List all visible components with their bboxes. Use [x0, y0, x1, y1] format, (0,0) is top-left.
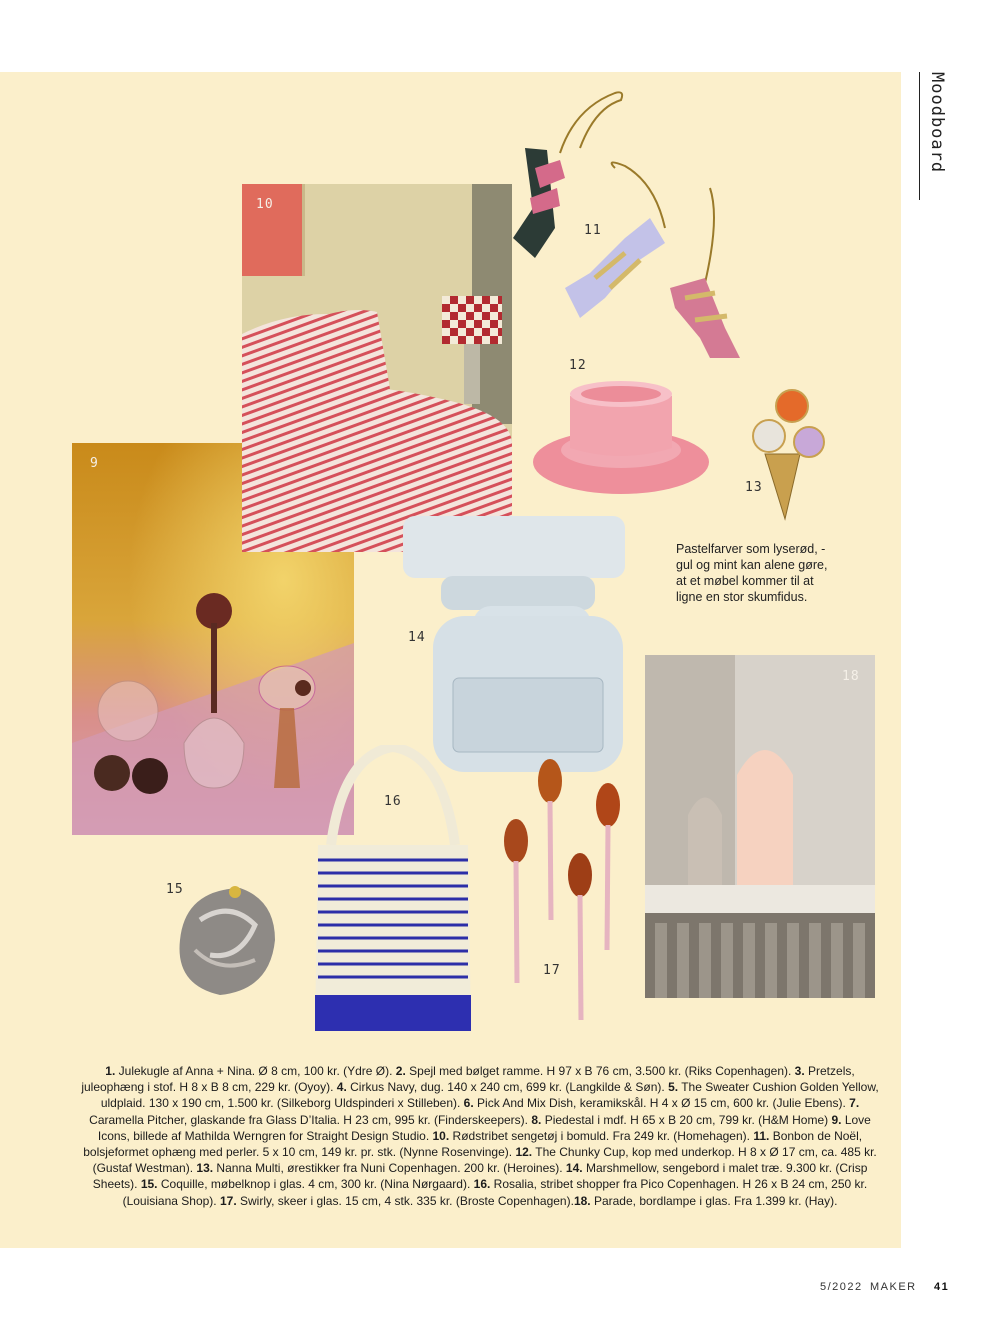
candy-ornaments: [505, 88, 755, 358]
section-label: Moodboard: [927, 72, 947, 174]
credit-text: Marshmellow, sengebord i malet træ. 9.300 kr. (Crisp Sheets).: [92, 1161, 868, 1192]
credit-number: 17.: [219, 1193, 237, 1208]
credit-number: 8.: [531, 1112, 542, 1127]
credit-text: The Chunky Cup, kop med underkop. H 8 x Ø 17 cm, ca. 485 kr. (Gustaf Westman).: [92, 1145, 877, 1176]
credit-text: Pick And Mix Dish, keramikskål. H 4 x Ø 15 cm, 600 kr. (Julie Ebens).: [473, 1096, 850, 1111]
credit-text: Bonbon de Noël, bolsjeformet ophæng med perler. 5 x 10 cm, 149 kr. pr. stk. (Nynne Rosenvinge).: [83, 1128, 863, 1160]
glass-knob: [170, 880, 282, 1000]
photo-striped-bedding: [242, 184, 512, 552]
credit-number: 3.: [794, 1064, 805, 1078]
marshmallow-bedside-table: [401, 512, 631, 774]
label-12: 12: [569, 358, 587, 373]
credit-text: Piedestal i mdf. H 65 x B 20 cm, 799 kr. (H&M Home): [541, 1112, 832, 1127]
credit-number: 13.: [196, 1161, 214, 1176]
credit-number: 2.: [395, 1064, 406, 1078]
credit-text: Rosalia, stribet shopper fra Pico Copenhagen. H 26 x B 24 cm, 250 kr. (Louisiana Shop).: [122, 1177, 868, 1208]
label-10: 10: [256, 197, 274, 212]
credit-text: Spejl med bølget ramme. H 97 x B 76 cm, 3.500 kr. (Riks Copenhagen).: [405, 1064, 795, 1078]
chunky-cup: [533, 376, 713, 496]
footer-magazine: MAKER: [870, 1281, 917, 1293]
label-13: 13: [745, 480, 763, 495]
credit-text: Cirkus Navy, dug. 140 x 240 cm, 699 kr. (Langkilde & Søn).: [346, 1080, 669, 1095]
credit-number: 12.: [515, 1145, 533, 1160]
glass-spoon: [596, 783, 620, 950]
credit-number: 14.: [565, 1161, 583, 1176]
candy-ornament-green: [513, 92, 622, 258]
ice-cream-earring: [745, 384, 835, 524]
photo-glass-lamp: [645, 655, 875, 998]
credit-number: 16.: [473, 1177, 491, 1192]
credit-text: The Sweater Cushion Golden Yellow, uldplaid. 130 x 190 cm, 1.500 kr. (Silkeborg Uldspinderi x Stilleben).: [100, 1080, 879, 1111]
credit-number: 4.: [336, 1080, 347, 1095]
glass-spoon: [504, 819, 528, 983]
credit-number: 10.: [432, 1128, 450, 1143]
page-number: 41: [934, 1281, 950, 1293]
credit-text: Pretzels, juleophæng i stof. H 8 x B 8 cm, 229 kr. (Oyoy).: [81, 1064, 855, 1095]
footer-issue: 5/2022: [820, 1281, 863, 1293]
glass-spoon: [568, 853, 592, 1020]
candy-ornament-lilac: [565, 162, 665, 318]
swirly-glass-spoons: [500, 755, 630, 1025]
credit-number: 9.: [831, 1112, 842, 1127]
label-17: 17: [543, 963, 561, 978]
credit-text: Caramella Pitcher, glaskande fra Glass D’Italia. H 23 cm, 995 kr. (Finderskeepers).: [89, 1112, 532, 1127]
credit-number: 18.: [573, 1193, 591, 1208]
pastel-caption: Pastelfarver som lyserød, -gul og mint kan alene gøre, at et møbel kommer til at ligne en stor skumfidus.: [676, 542, 828, 604]
credit-number: 15.: [140, 1177, 158, 1192]
label-18: 18: [842, 669, 860, 684]
striped-bedding-illustration: [242, 184, 512, 552]
credit-text: Swirly, skeer i glas. 15 cm, 4 stk. 335 kr. (Broste Copenhagen).: [236, 1193, 574, 1208]
label-9: 9: [90, 456, 99, 471]
product-credits: [80, 1063, 880, 1209]
label-14: 14: [408, 630, 426, 645]
glass-lamp-illustration: [645, 655, 875, 998]
credit-text: Parade, bordlampe i glas. Fra 1.399 kr. (Hay).: [590, 1193, 838, 1208]
label-16: 16: [384, 794, 402, 809]
credit-text: Julekugle af Anna + Nina. Ø 8 cm, 100 kr. (Ydre Ø).: [115, 1064, 396, 1078]
credit-number: 7.: [849, 1096, 860, 1111]
credit-text: Rødstribet sengetøj i bomuld. Fra 249 kr. (Homehagen).: [449, 1128, 754, 1143]
label-15: 15: [166, 882, 184, 897]
credit-number: 5.: [668, 1080, 679, 1095]
label-11: 11: [584, 223, 602, 238]
credit-text: Nanna Multi, ørestikker fra Nuni Copenhagen. 200 kr. (Heroines).: [213, 1161, 566, 1176]
credit-number: 1.: [105, 1064, 116, 1078]
striped-shopper-bag: [313, 745, 473, 1035]
candy-ornament-pink: [670, 188, 745, 358]
credit-text: Love Icons, billede af Mathilda Werngren for Straight Design Studio.: [97, 1112, 871, 1143]
glass-spoon: [538, 759, 562, 920]
credit-number: 6.: [463, 1096, 474, 1111]
credit-text: Coquille, møbelknop i glas. 4 cm, 300 kr. (Nina Nørgaard).: [157, 1177, 474, 1192]
credit-number: 11.: [753, 1128, 770, 1143]
